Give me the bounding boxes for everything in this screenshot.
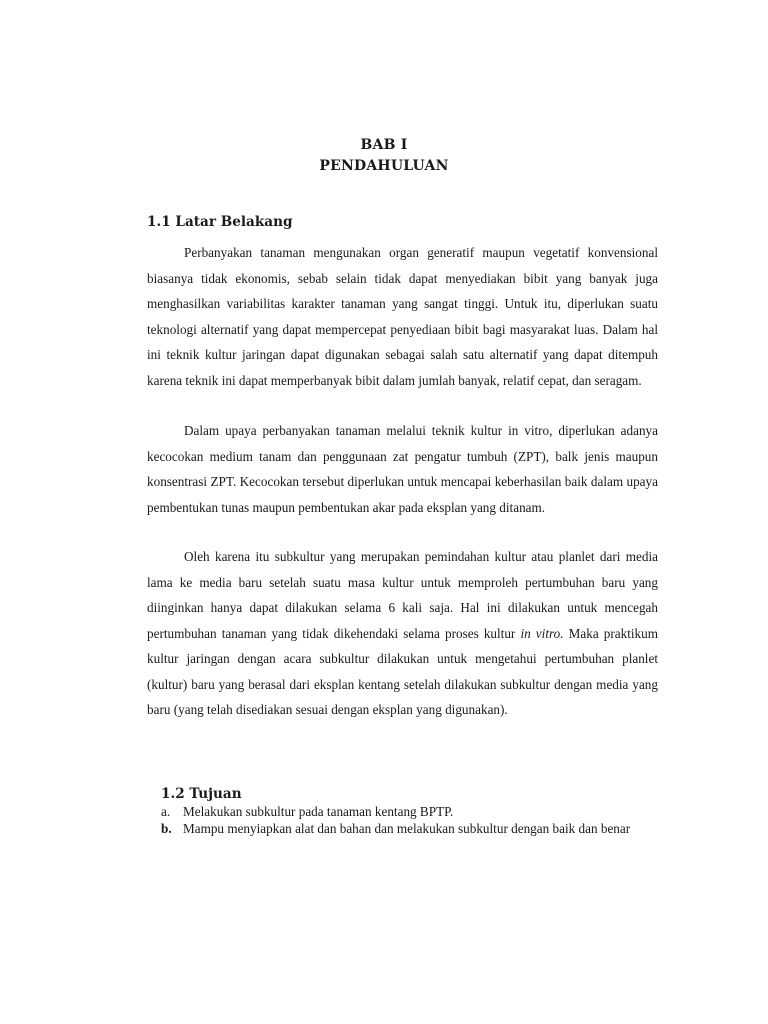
paragraph-3-text-before: Oleh karena itu subkultur yang merupakan pemindahan kultur atau planlet dari media lama ke media baru setelah suatu masa kultur untuk memproleh pertumbuhan baru yang diinginkan hanya dapat dilakukan selama 6 kali saja. Hal ini dilakukan untuk mencegah pertumbuhan tanaman yang tidak dikehendaki selama proses kultur xyxy=(147,549,658,641)
paragraph-3-text-after: Maka praktikum kultur jaringan dengan acara subkultur dilakukan untuk mengetahui pertumbuhan planlet (kultur) baru yang berasal dari eksplan kentang setelah dilakukan subkultur dengan media yang baru (yang telah disediakan sesuai dengan eksplan yang digunakan). xyxy=(147,625,658,717)
list-item-text: Melakukan subkultur pada tanaman kentang BPTP. xyxy=(183,804,454,819)
paragraph-3 xyxy=(147,544,658,723)
list-item-text: Mampu menyiapkan alat dan bahan dan melakukan subkultur dengan baik dan benar xyxy=(183,821,631,836)
chapter-number: BAB I xyxy=(360,137,408,153)
list-item xyxy=(161,816,658,841)
section-heading-latar-belakang: 1.1 Latar Belakang xyxy=(147,214,293,230)
chapter-title: PENDAHULUAN xyxy=(319,158,449,174)
list-marker: b. xyxy=(161,821,172,836)
list-marker: a. xyxy=(161,804,171,819)
section-heading-tujuan: 1.2 Tujuan xyxy=(161,786,242,802)
paragraph-1: Perbanyakan tanaman mengunakan organ generatif maupun vegetatif konvensional biasanya tidak ekonomis, sebab selain tidak dapat menyediakan bibit yang banyak juga menghasilkan variabilitas karakter tanaman yang sangat tinggi. Untuk itu, diperlukan suatu teknologi alternatif yang dapat mempercepat penyediaan bibit bagi masyarakat luas. Dalam hal ini teknik kultur jaringan dapat digunakan sebagai salah satu alternatif yang dapat ditempuh karena teknik ini dapat memperbanyak bibit dalam jumlah banyak, relatif cepat, dan seragam. xyxy=(147,245,658,388)
paragraph-2: Dalam upaya perbanyakan tanaman melalui teknik kultur in vitro, diperlukan adanya kecocokan medium tanam dan penggunaan zat pengatur tumbuh (ZPT), balk jenis maupun konsentrasi ZPT. Kecocokan tersebut diperlukan untuk mencapai keberhasilan baik dalam upaya pembentukan tunas maupun pembentukan akar pada eksplan yang ditanam. xyxy=(147,423,658,515)
goal-list xyxy=(161,803,658,841)
paragraph-3-italic-term: in vitro. xyxy=(520,625,564,641)
